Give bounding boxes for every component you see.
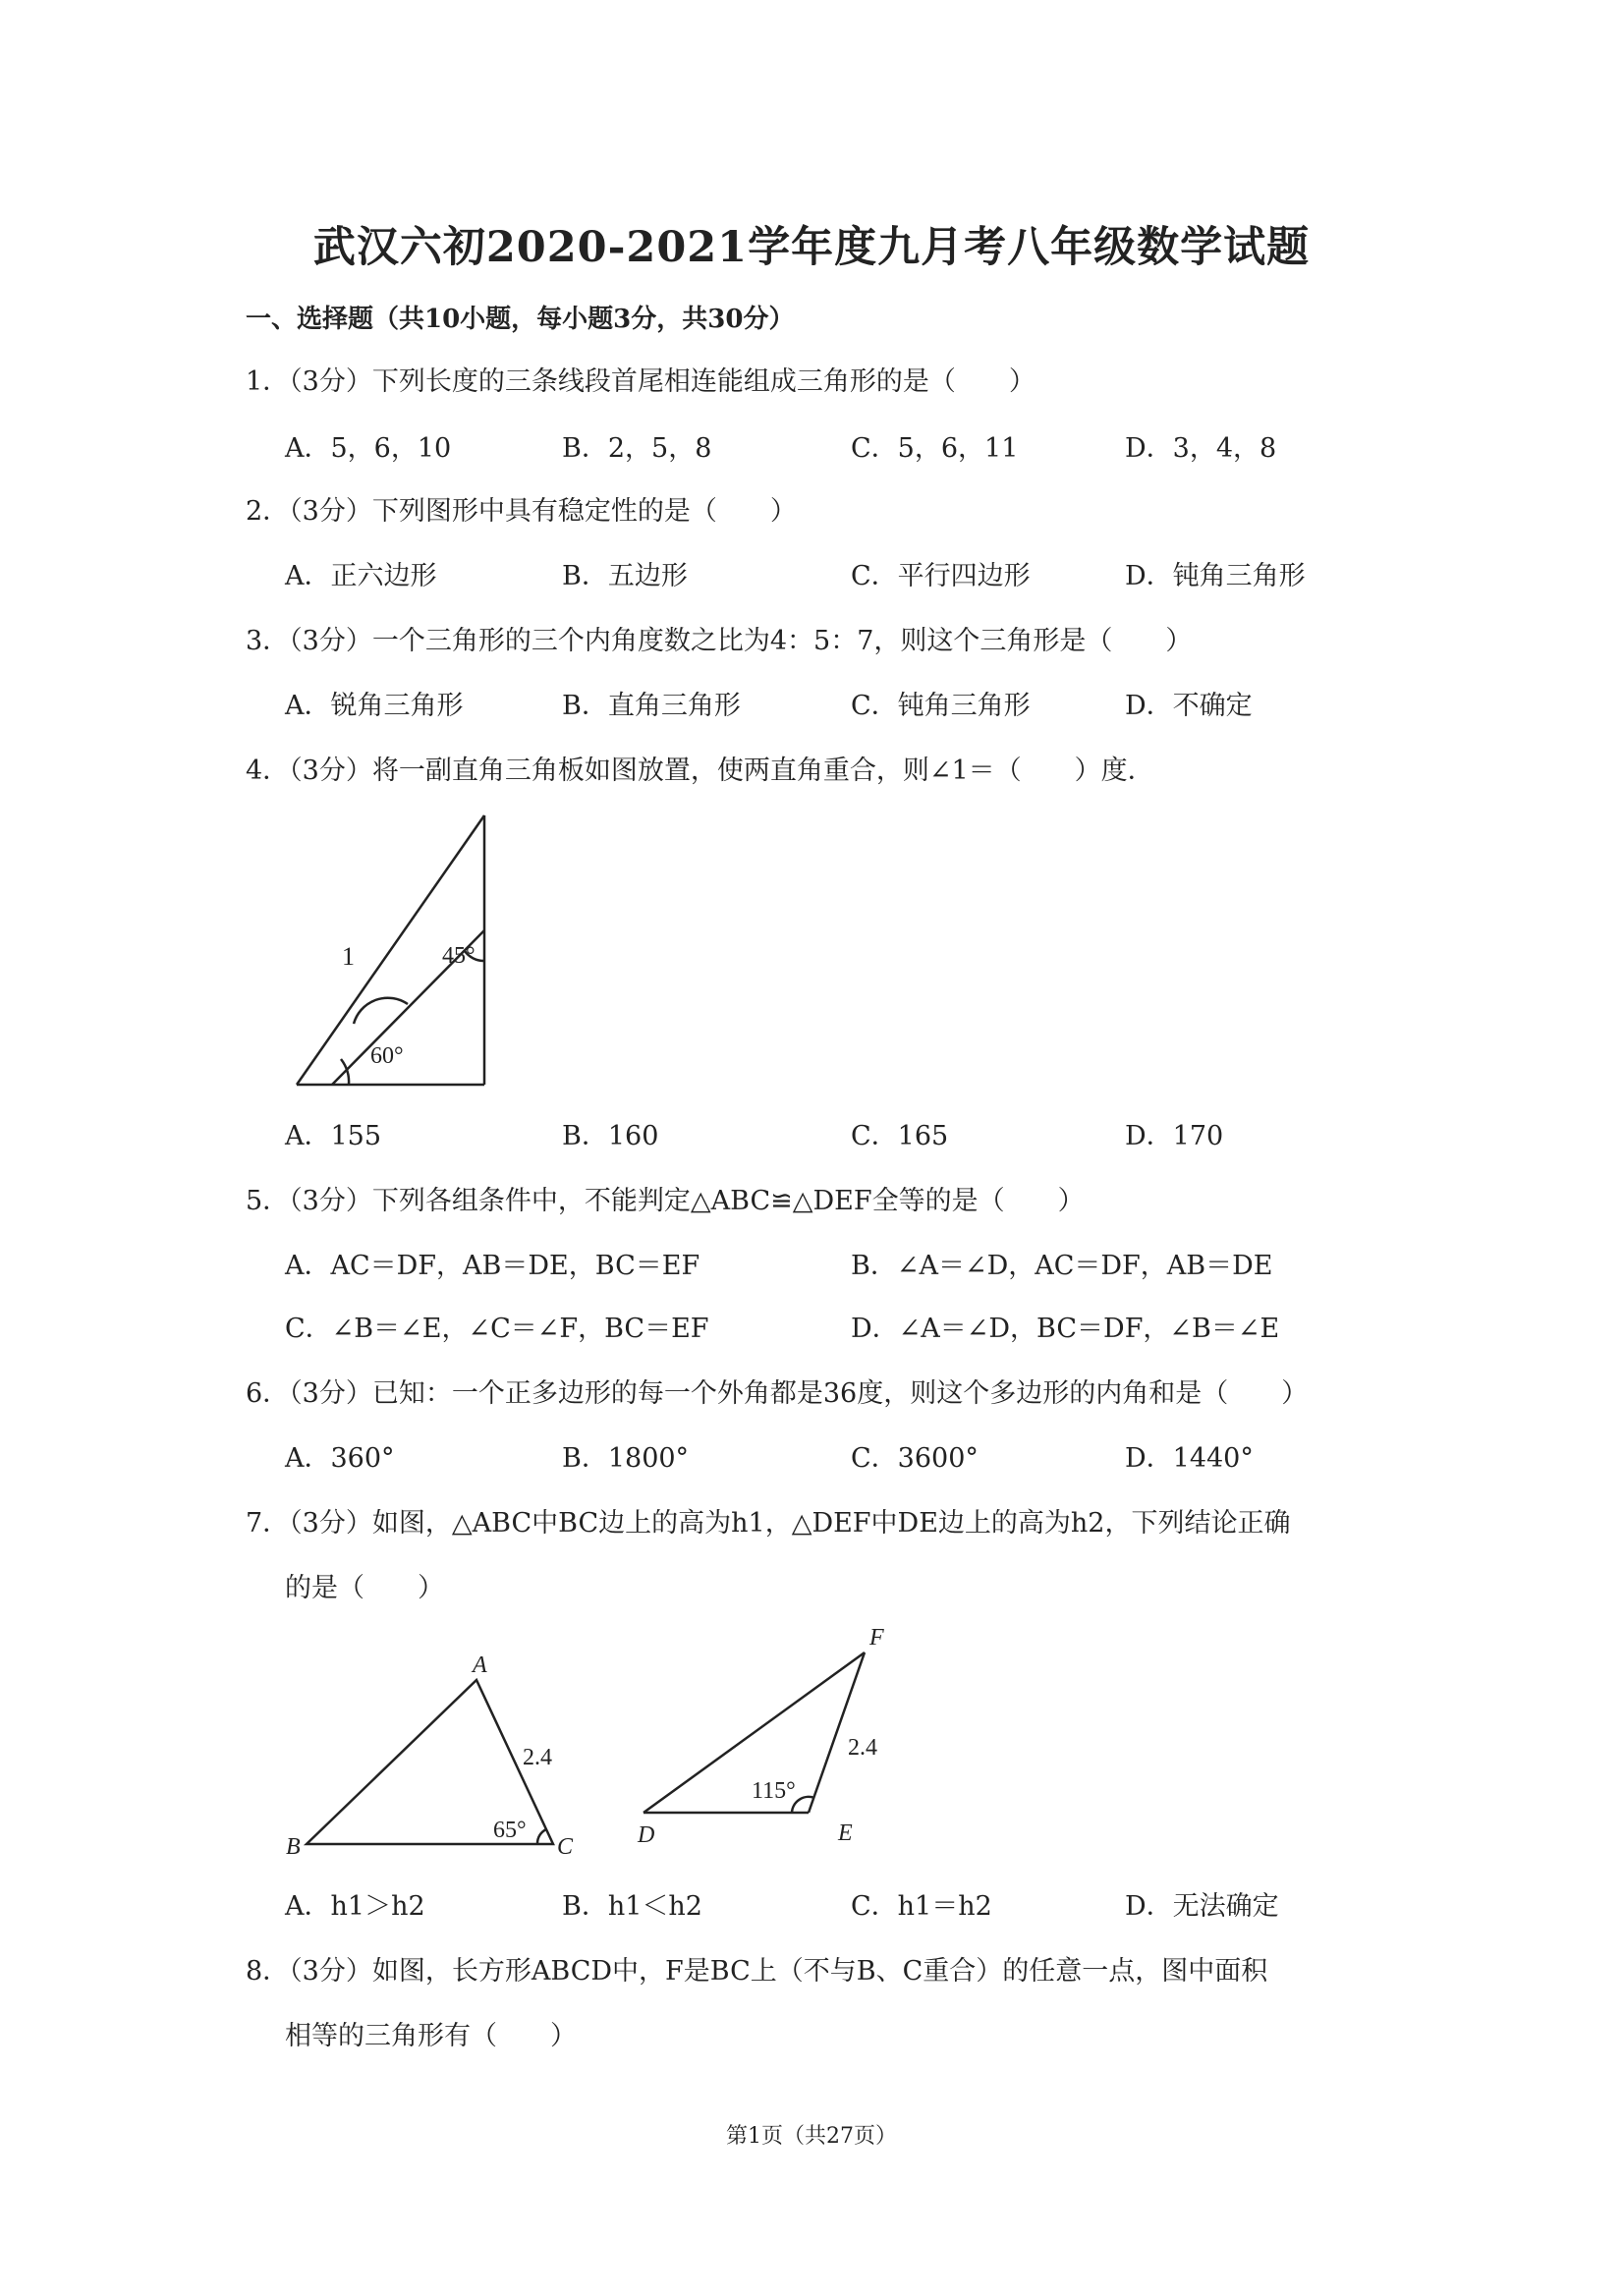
q3-option-c: C．钝角三角形 xyxy=(851,691,1031,721)
q6-option-a: A．360° xyxy=(285,1443,395,1474)
q4-angle1-arc xyxy=(354,998,408,1024)
q7-angle65-label: 65° xyxy=(493,1818,527,1843)
question-8-stem-line1: 8．（3分）如图，长方形ABCD中，F是BC上（不与B、C重合）的任意一点，图中面积 xyxy=(246,1956,1268,1987)
q1-option-d: D．3，4，8 xyxy=(1125,433,1277,464)
q1-option-c: C．5，6，11 xyxy=(851,433,1019,464)
question-7-stem-line1: 7．（3分）如图，△ABC中BC边上的高为h1，△DEF中DE边上的高为h2，下列结论正确 xyxy=(246,1508,1291,1539)
q4-option-a: A．155 xyxy=(285,1121,382,1151)
q1-option-a: A．5，6，10 xyxy=(285,433,452,464)
q4-angle45-label: 45° xyxy=(442,943,476,969)
q7-option-c: C．h1＝h2 xyxy=(851,1891,992,1922)
section-heading: 一、选择题（共10小题，每小题3分，共30分） xyxy=(246,305,795,334)
q4-option-d: D．170 xyxy=(1125,1121,1224,1151)
q2-option-c: C．平行四边形 xyxy=(851,561,1031,591)
question-4-stem: 4．（3分）将一副直角三角板如图放置，使两直角重合，则∠1＝（ ）度． xyxy=(246,756,1154,786)
q4-angle1-label: 1 xyxy=(342,942,355,971)
q2-option-a: A．正六边形 xyxy=(285,561,437,591)
q7-label-f: F xyxy=(869,1625,884,1651)
q3-option-b: B．直角三角形 xyxy=(562,691,741,721)
q3-option-d: D．不确定 xyxy=(1125,691,1253,721)
q7-label-b: B xyxy=(286,1834,301,1860)
question-3-stem: 3．（3分）一个三角形的三个内角度数之比为4：5：7，则这个三角形是（ ） xyxy=(246,626,1193,656)
q4-option-c: C．165 xyxy=(851,1121,949,1151)
q4-option-b: B．160 xyxy=(562,1121,659,1151)
q7-len-ef: 2.4 xyxy=(848,1735,877,1761)
q6-option-b: B．1800° xyxy=(562,1443,690,1474)
q7-label-d: D xyxy=(638,1822,655,1848)
q6-option-d: D．1440° xyxy=(1125,1443,1254,1474)
q7-len-ac: 2.4 xyxy=(523,1745,552,1770)
page-title: 武汉六初2020-2021学年度九月考八年级数学试题 xyxy=(312,223,1311,272)
q4-angle60-label: 60° xyxy=(370,1043,404,1069)
q2-option-d: D．钝角三角形 xyxy=(1125,561,1306,591)
q4-figure-triangles xyxy=(285,806,501,1100)
q7-angle115-label: 115° xyxy=(752,1778,796,1804)
q7-label-c: C xyxy=(557,1834,574,1860)
q6-option-c: C．3600° xyxy=(851,1443,979,1474)
question-5-stem: 5．（3分）下列各组条件中，不能判定△ABC≌△DEF全等的是（ ） xyxy=(246,1186,1085,1216)
question-6-stem: 6．（3分）已知：一个正多边形的每一个外角都是36度，则这个多边形的内角和是（ ） xyxy=(246,1378,1309,1409)
q5-option-b: B．∠A＝∠D，AC＝DF，AB＝DE xyxy=(851,1251,1273,1281)
q5-option-c: C．∠B＝∠E，∠C＝∠F，BC＝EF xyxy=(285,1314,709,1344)
q2-option-b: B．五边形 xyxy=(562,561,688,591)
page-footer: 第1页（共27页） xyxy=(726,2124,897,2149)
q1-option-b: B．2，5，8 xyxy=(562,433,712,464)
q7-angle65-arc xyxy=(537,1829,546,1844)
question-1-stem: 1．（3分）下列长度的三条线段首尾相连能组成三角形的是（ ） xyxy=(246,366,1035,397)
q7-label-a: A xyxy=(473,1652,487,1678)
q5-option-a: A．AC＝DF，AB＝DE，BC＝EF xyxy=(285,1251,700,1281)
question-2-stem: 2．（3分）下列图形中具有稳定性的是（ ） xyxy=(246,496,797,527)
q7-figure-triangles xyxy=(280,1621,958,1862)
q7-label-e: E xyxy=(838,1820,853,1846)
question-8-stem-line2: 相等的三角形有（ ） xyxy=(285,2021,577,2051)
question-7-stem-line2: 的是（ ） xyxy=(285,1573,444,1603)
q7-option-a: A．h1＞h2 xyxy=(285,1891,425,1922)
q7-option-b: B．h1＜h2 xyxy=(562,1891,702,1922)
q3-option-a: A．锐角三角形 xyxy=(285,691,464,721)
q5-option-d: D．∠A＝∠D，BC＝DF，∠B＝∠E xyxy=(851,1314,1280,1344)
q7-option-d: D．无法确定 xyxy=(1125,1891,1279,1922)
q7-side-fe xyxy=(809,1652,865,1813)
